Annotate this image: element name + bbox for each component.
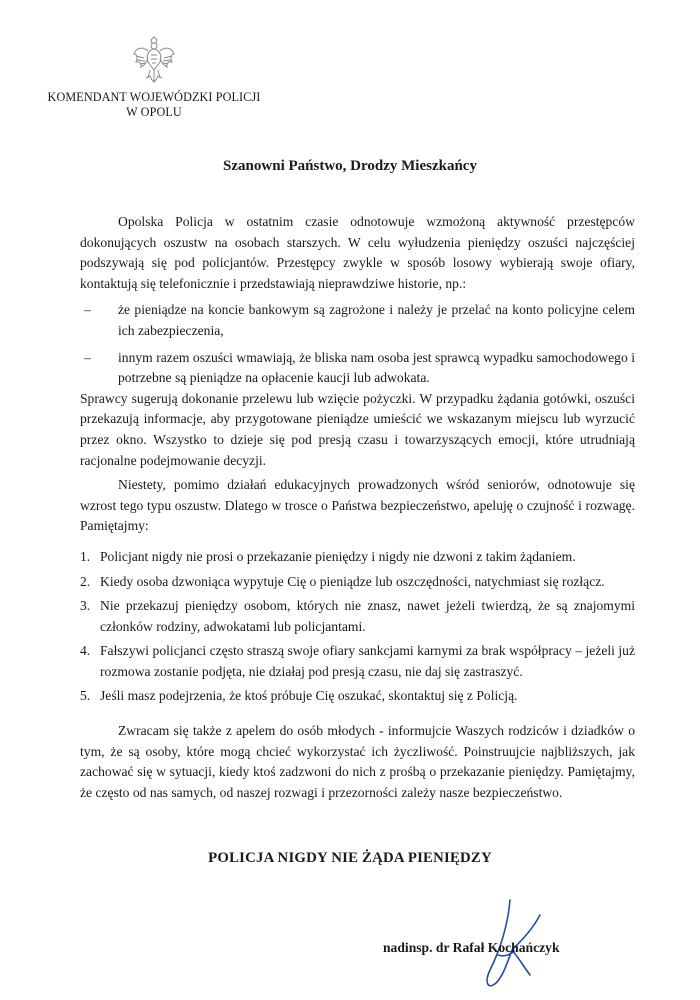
youth-appeal-paragraph: Zwracam się także z apelem do osób młodych - informujcie Waszych rodziców i dziadków o tym, że są osoby, które mogą chcieć wykorzystać ich życzliwość. Poinstruujcie najbliższych, jak zachować się w sytuacji, kiedy ktoś zadzwoni do nich z prośbą o przekazanie pieniędzy. Pamiętajmy, że często od nas samych, od naszej rozwagi i przezorności zależy nasze bezpieczeństwo. (80, 723, 635, 800)
signatory-name: nadinsp. dr Rafał Kochańczyk (383, 940, 560, 955)
dash-bullet: – (84, 302, 91, 318)
rule-item (80, 641, 635, 682)
letter-body (80, 212, 635, 803)
org-name-line2: W OPOLU (126, 105, 182, 119)
rules-list (80, 547, 635, 707)
rule-item (80, 547, 635, 568)
intro-paragraph: Opolska Policja w ostatnim czasie odnotowuje wzmożoną aktywność przestępców dokonujących oszustw na osobach starszych. W celu wyłudzenia pieniędzy oszuści najczęściej podszywają się pod policjantów. Przestępcy zwykle w sposób losowy wybierają swoje ofiary, kontaktują się telefonicznie i przedstawiają nieprawdziwe historie, np.: (80, 214, 635, 291)
letterhead (24, 36, 284, 120)
dash-bullet: – (84, 349, 91, 365)
methods-paragraph: Sprawcy sugerują dokonanie przelewu lub wzięcie pożyczki. W przypadku żądania gotówki, oszuści przekazują informacje, aby przygotowane pieniądze umieścić we wskazanym miejscu lub wyrzucić przez okno. Wszystko to dzieje się pod presją czasu i towarzyszących emocji, które utrudniają racjonalne podejmowanie decyzji. (80, 390, 635, 468)
rule-item (80, 686, 635, 707)
example-item (80, 348, 635, 389)
rule-number: 5. (80, 688, 91, 704)
example-text: innym razem oszuści wmawiają, że bliska nam osoba jest sprawcą wypadku samochodowego i potrzebne są pieniądze na opłacenie kaucji lub adwokata. (118, 349, 635, 386)
rule-text: Nie przekazuj pieniędzy osobom, których nie znasz, nawet jeżeli twierdzą, że są znajomymi członków rodziny, adwokatami lub policjantami. (100, 598, 635, 634)
rule-text: Kiedy osoba dzwoniąca wypytuje Cię o pieniądze lub oszczędności, natychmiast się rozłącz. (100, 573, 605, 589)
example-text: że pieniądze na koncie bankowym są zagrożone i należy je przelać na konto policyjne celem ich zabezpieczenia, (118, 302, 635, 338)
rule-number: 1. (80, 548, 91, 564)
rule-text: Fałszywi policjanci często straszą swoje ofiary sankcjami karnymi za brak współpracy – jeżeli już rozmowa zostanie podjęta, nie działaj pod presją czasu, nie daj się zastraszyć. (100, 643, 635, 679)
rule-item (80, 572, 635, 593)
rule-number: 3. (80, 598, 91, 614)
polish-eagle-emblem-icon (132, 36, 176, 86)
rule-number: 4. (80, 643, 91, 659)
salutation-heading: Szanowni Państwo, Drodzy Mieszkańcy (223, 158, 477, 174)
rule-text: Policjant nigdy nie prosi o przekazanie pieniędzy i nigdy nie dzwoni z takim żądaniem. (100, 548, 576, 564)
example-item (80, 300, 635, 341)
appeal-intro-paragraph: Niestety, pomimo działań edukacyjnych prowadzonych wśród seniorów, odnotowuje się wzrost tego typu oszustw. Dlatego w trosce o Państwa bezpieczeństwo, apeluję o czujność i rozwagę. Pamiętajmy: (80, 477, 635, 534)
rule-item (80, 596, 635, 637)
slogan-heading: POLICJA NIGDY NIE ŻĄDA PIENIĘDZY (208, 850, 492, 866)
org-name-line1: KOMENDANT WOJEWÓDZKI POLICJI (47, 90, 261, 104)
rule-number: 2. (80, 573, 91, 589)
rule-text: Jeśli masz podejrzenia, że ktoś próbuje Cię oszukać, skontaktuj się z Policją. (100, 688, 518, 704)
